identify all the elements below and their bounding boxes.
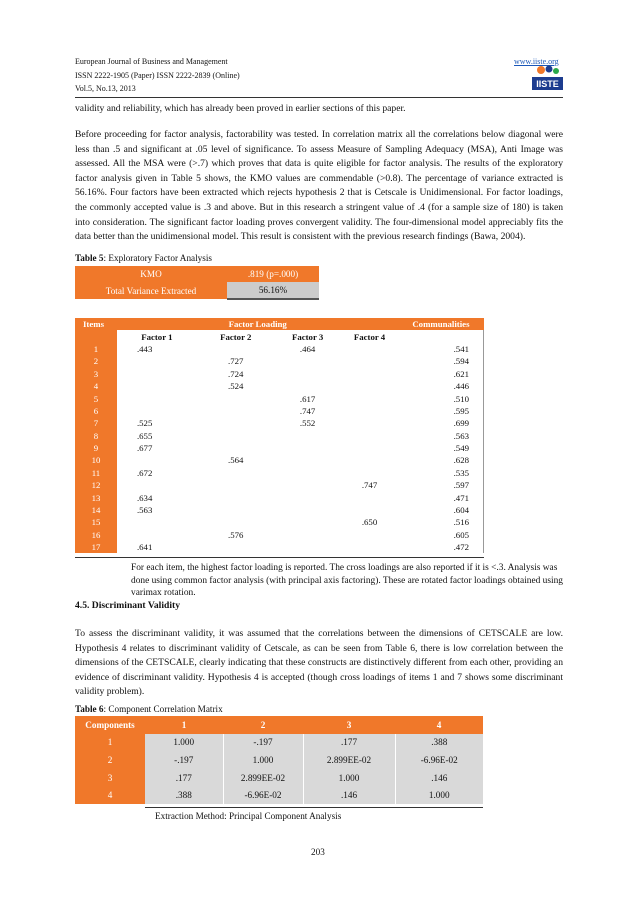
component-label: 1 [75,734,145,752]
factor-loading-table [75,318,484,553]
journal-url-link[interactable]: www.iiste.org [514,57,559,66]
factor-2-header: Factor 2 [220,331,252,342]
journal-name: European Journal of Business and Management [75,57,228,66]
table6-label: Table 6 [75,704,104,714]
kmo-row [75,266,319,282]
factor-2-loading [197,343,275,355]
correlation-cell: 2.899EE-02 [303,751,395,769]
factor-2-loading: .576 [228,529,244,540]
table6-footer: Extraction Method: Principal Component Analysis [155,811,342,821]
factor-subheader-row [75,330,484,342]
table-row [75,529,484,541]
communality: .604 [398,504,483,516]
col-items: Items [75,318,117,330]
table-row [75,786,483,804]
item-number: 9 [75,442,117,454]
table-row [75,405,484,417]
table-row [75,343,484,355]
factor-3-loading [275,479,341,491]
factor-3-loading [275,355,341,367]
factor-1-loading: .655 [136,430,153,441]
factor-3-loading: .617 [299,393,316,404]
correlation-cell: -.197 [145,751,223,769]
factor-2-loading [197,442,275,454]
factor-3-loading: .552 [299,418,316,429]
table6-header-row [75,716,483,734]
factor-4-loading [341,355,399,367]
factor-1-loading: .677 [136,443,153,454]
paragraph-factor-analysis: Before proceeding for factor analysis, factorability was tested. In correlation matrix all the correlations below diagonal were less than .5 and significant at .05 level of significance. To assess Measure of Sampling Adequacy (MSA), Anti Image was assessed. All the MSA were (>.7) which proves that data is quite eligible for factor analysis. The results of the exploratory factor analysis given in Table 5 shows, the KMO values are commendable (>0.8). The percentage of variance extracted is 56.16%. Four factors have been extracted which rejects hypothesis 2 that is Cetscale is Unidimensional. For factor loadings, the commonly accepted value is .3 and above. But in this research a stringent value of .4 (for a sample size of 180) is taken into consideration. The significant factor loading proves convergent validity. The four-dimensional model appreciably fits the data better than the unidimensional model. This result is consistent with the previous research findings (Bawa, 2004). [75,129,563,243]
factor-1-loading: .672 [136,467,153,478]
communality: .595 [398,405,483,417]
factor-2-loading [197,504,275,516]
kmo-label: KMO [75,266,227,282]
table-row [75,516,484,528]
factor-2-loading [197,467,275,479]
section-heading: 4.5. Discriminant Validity [75,600,181,611]
item-number: 15 [75,516,117,528]
tve-value: 56.16% [227,282,319,299]
factor-4-loading [341,405,399,417]
tve-row [75,282,319,299]
factor-4-loading [341,392,399,404]
intro-line: validity and reliability, which has already been proved in earlier sections of this paper. [75,103,406,114]
correlation-cell: -6.96E-02 [395,751,483,769]
item-number: 12 [75,479,117,491]
correlation-cell: 1.000 [223,751,303,769]
factor-4-loading: .747 [361,480,378,491]
col-2: 2 [223,716,303,734]
factor-3-loading [275,467,341,479]
factor-2-loading [197,430,275,442]
correlation-cell: .146 [395,769,483,787]
factor-3-loading: .747 [299,405,316,416]
factor-3-loading [275,442,341,454]
table-row [75,392,484,404]
table-row [75,380,484,392]
factor-2-loading [197,491,275,503]
factor-1-loading [117,368,197,380]
table6 [75,716,483,804]
issn-line: ISSN 2222-1905 (Paper) ISSN 2222-2839 (Online) [75,71,240,80]
factor-2-loading [197,516,275,528]
table6-title: : Component Correlation Matrix [103,704,223,714]
factor-4-loading [341,504,399,516]
table-row [75,355,484,367]
factor-3-loading [275,516,341,528]
logo-text: IISTE [536,79,559,89]
factor-3-loading [275,454,341,466]
factor-1-loading: .634 [136,492,153,503]
correlation-cell: .177 [303,734,395,752]
table-row [75,751,483,769]
factor-4-loading [341,380,399,392]
volume-line: Vol.5, No.13, 2013 [75,84,136,93]
factor-4-loading [341,491,399,503]
loading-table-rule [75,557,484,558]
item-number: 2 [75,355,117,367]
factor-1-loading [117,479,197,491]
table-row [75,368,484,380]
paragraph-discriminant: To assess the discriminant validity, it was assumed that the correlations between the dimensions of CETSCALE are low. Hypothesis 4 relates to discriminant validity of Cetscale, as can be seen from Table 6, there is low correlation between the dimensions of the CETSCALE, clearly indicating that these constructs are distinctively different from each other, providing an evidence of discriminant validity. Hypothesis 4 is accepted (though cross loadings of items 1 and 7 shows some discriminant validity problem). [75,628,563,698]
item-number: 8 [75,430,117,442]
factor-3-loading [275,541,341,553]
communality: .621 [398,368,483,380]
factor-2-loading [197,417,275,429]
item-number: 5 [75,392,117,404]
factor-3-header: Factor 3 [291,331,324,342]
col-factor-loading: Factor Loading [117,318,399,330]
correlation-cell: -.197 [223,734,303,752]
factor-1-loading: .563 [136,505,153,516]
factor-3-loading [275,430,341,442]
correlation-cell: 1.000 [395,786,483,804]
communality: .535 [398,467,483,479]
factor-4-loading [341,467,399,479]
iiste-logo [532,64,563,90]
table6-caption [75,703,223,715]
component-label: 4 [75,786,145,804]
communality: .699 [398,417,483,429]
communality: .446 [398,380,483,392]
tve-label: Total Variance Extracted [75,282,227,299]
loading-body [75,343,484,554]
table-row [75,454,484,466]
table-row [75,504,484,516]
factor-2-loading: .564 [228,455,244,466]
communality: .549 [398,442,483,454]
factor-1-loading [117,392,197,404]
item-number: 16 [75,529,117,541]
item-number: 7 [75,417,117,429]
factor-3-loading [275,504,341,516]
factor-1-loading [117,355,197,367]
kmo-value: .819 (p=.000) [227,266,319,282]
factor-2-loading [197,405,275,417]
table5 [75,266,319,300]
table5-caption [75,252,212,264]
col-communalities: Communalities [398,318,483,330]
factor-1-header: Factor 1 [141,331,173,342]
communality: .597 [398,479,483,491]
factor-4-loading [341,368,399,380]
table-row [75,442,484,454]
col-components: Components [75,716,145,734]
component-label: 2 [75,751,145,769]
item-number: 14 [75,504,117,516]
item-number: 1 [75,343,117,355]
factor-2-loading [197,479,275,491]
table-row [75,479,484,491]
communality: .605 [398,529,483,541]
table-row [75,769,483,787]
factor-4-loading: .650 [361,517,378,528]
factor-3-loading [275,529,341,541]
communality: .516 [398,516,483,528]
factor-4-loading [341,430,399,442]
item-number: 13 [75,491,117,503]
item-number: 3 [75,368,117,380]
correlation-cell: 1.000 [303,769,395,787]
factor-1-loading [117,516,197,528]
col-4: 4 [395,716,483,734]
factor-4-loading [341,343,399,355]
table6-body [75,734,483,804]
communality: .472 [398,541,483,553]
table5-label: Table 5 [75,253,104,263]
factor-4-loading [341,529,399,541]
table-row [75,734,483,752]
page-number: 203 [311,847,325,857]
correlation-cell: .388 [395,734,483,752]
factor-2-loading [197,392,275,404]
table5-title: : Exploratory Factor Analysis [103,253,212,263]
factor-3-loading [275,491,341,503]
communality: .541 [398,343,483,355]
factor-1-loading: .443 [136,343,153,354]
table5-note: For each item, the highest factor loading is reported. The cross loadings are also reported if it is <.3. Analysis was done using common factor analysis (with principal axis factoring). These are rotated factor loadings obtained using varimax rotation. [131,563,563,599]
table-row [75,541,484,553]
correlation-cell: .388 [145,786,223,804]
component-label: 3 [75,769,145,787]
table6-rule [145,807,483,808]
item-number: 11 [75,467,117,479]
correlation-cell: .146 [303,786,395,804]
factor-2-loading: .727 [228,356,244,367]
factor-2-loading: .524 [228,381,244,392]
factor-4-loading [341,442,399,454]
factor-2-loading: .724 [228,368,244,379]
factor-1-loading [117,405,197,417]
factor-3-loading: .464 [299,343,316,354]
col-1: 1 [145,716,223,734]
communality: .563 [398,430,483,442]
factor-4-loading [341,417,399,429]
factor-4-header: Factor 4 [353,331,386,342]
blank-cell [75,330,117,342]
header-rule [75,97,563,98]
item-number: 4 [75,380,117,392]
correlation-cell: 2.899EE-02 [223,769,303,787]
factor-1-loading [117,380,197,392]
communality: .594 [398,355,483,367]
correlation-cell: 1.000 [145,734,223,752]
item-number: 10 [75,454,117,466]
factor-1-loading: .525 [136,418,153,429]
factor-3-loading [275,368,341,380]
communality: .628 [398,454,483,466]
correlation-cell: -6.96E-02 [223,786,303,804]
item-number: 6 [75,405,117,417]
item-number: 17 [75,541,117,553]
communality: .510 [398,392,483,404]
table-row [75,467,484,479]
factor-3-loading [275,380,341,392]
factor-2-loading [197,541,275,553]
loading-header-row [75,318,484,330]
factor-1-loading [117,529,197,541]
factor-1-loading [117,454,197,466]
col-3: 3 [303,716,395,734]
factor-4-loading [341,454,399,466]
table-row [75,430,484,442]
factor-1-loading: .641 [136,542,153,553]
communality: .471 [398,491,483,503]
table-row [75,417,484,429]
factor-4-loading [341,541,399,553]
table-row [75,491,484,503]
correlation-cell: .177 [145,769,223,787]
blank-cell [398,330,483,342]
